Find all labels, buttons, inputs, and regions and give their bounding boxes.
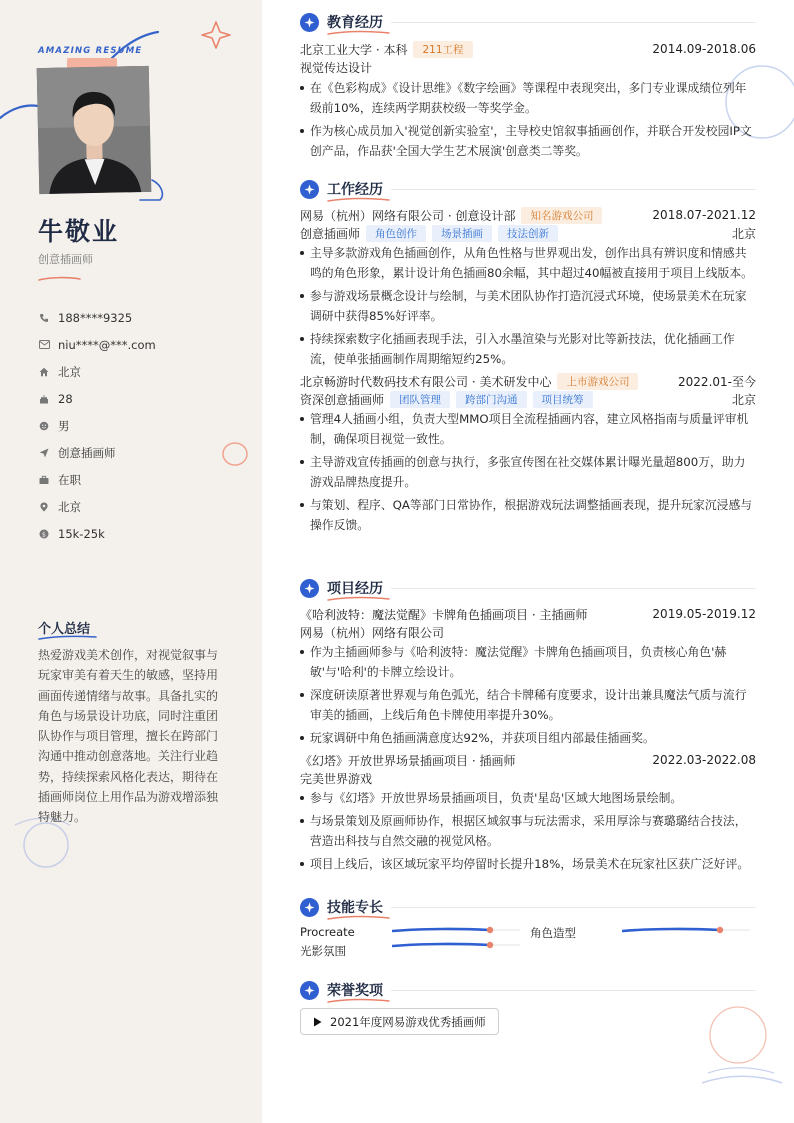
info-text: 15k-25k <box>58 526 105 541</box>
job-position-row <box>300 224 756 242</box>
company-tag: 知名游戏公司 <box>521 207 602 224</box>
company-name: 北京畅游时代数码技术有限公司 · 美术研发中心 <box>300 374 552 389</box>
job-bullets <box>300 243 756 369</box>
gender-icon <box>38 420 50 432</box>
section-underline <box>327 915 391 921</box>
list-item: 主导游戏宣传插画的创意与执行，多张宣传图在社交媒体累计曝光量超800万，助力游戏品牌热度提升。 <box>300 452 756 492</box>
cake-icon <box>38 393 50 405</box>
svg-text:$: $ <box>41 529 47 538</box>
job-position-row <box>300 390 756 408</box>
section-title: 技能专长 <box>327 900 383 916</box>
summary-underline <box>38 635 98 641</box>
award-label: 2021年度网易游戏优秀插画师 <box>330 1014 486 1029</box>
play-icon <box>313 1017 322 1027</box>
project-bullets <box>300 788 756 874</box>
project-row <box>300 751 756 769</box>
section-rule <box>391 588 756 589</box>
skill-fill <box>393 929 490 931</box>
sparkle-icon <box>300 579 319 598</box>
section-rule <box>391 189 756 190</box>
info-city <box>38 358 156 385</box>
education-dates: 2014.09-2018.06 <box>652 42 756 56</box>
education-bullets <box>300 78 756 161</box>
list-item: 与场景策划及原画师协作，根据区域叙事与玩法需求，采用厚涂与赛璐璐结合技法，营造出科技与自然交融的视觉风格。 <box>300 811 756 851</box>
section-underline <box>327 596 391 602</box>
awards-section <box>300 978 756 1035</box>
project-org-row <box>300 623 756 641</box>
section-header <box>300 978 756 1002</box>
info-salary <box>38 520 156 547</box>
section-title: 荣誉奖项 <box>327 983 383 999</box>
list-item: 参与《幻塔》开放世界场景插画项目，负责'星岛'区域大地图场景绘制。 <box>300 788 756 808</box>
list-item: 主导多款游戏角色插画创作，从角色性格与世界观出发，创作出具有辨识度和情感共鸣的角色形象，累计设计角色插画80余幅，其中超过40幅被直接用于项目上线版本。 <box>300 243 756 283</box>
role-underline <box>38 276 82 282</box>
job-position: 资深创意插画师 <box>300 392 385 407</box>
section-header <box>300 576 756 600</box>
project-org-row <box>300 769 756 787</box>
section-title: 工作经历 <box>327 182 383 198</box>
job-entry <box>300 372 756 535</box>
summary-title: 个人总结 <box>38 622 91 637</box>
skill-tag: 团队管理 <box>390 391 450 408</box>
job-dates: 2022.01-至今 <box>678 374 756 389</box>
list-item: 作为核心成员加入'视觉创新实验室'，主导校史馆叙事插画创作，并联合开发校园IP文创产品，作品获'全国大学生艺术展演'创意类二等奖。 <box>300 121 756 161</box>
skill-name: Procreate <box>300 925 355 939</box>
sparkle-icon <box>300 180 319 199</box>
skill-name: 光影氛围 <box>300 944 346 958</box>
job-company-row <box>300 372 756 390</box>
job-entry <box>300 206 756 369</box>
sparkle-icon <box>300 13 319 32</box>
skill-fill <box>623 929 720 931</box>
salary-icon <box>38 528 50 540</box>
skill-marker <box>487 942 493 948</box>
skill-level-bar <box>392 925 522 935</box>
info-text: 北京 <box>58 499 81 514</box>
project-entry <box>300 751 756 874</box>
info-text: 男 <box>58 418 70 433</box>
education-section <box>300 10 756 164</box>
section-header <box>300 10 756 34</box>
section-underline <box>327 197 391 203</box>
candidate-name: 牛敬业 <box>38 217 120 246</box>
skill-marker <box>717 927 723 933</box>
info-text: 188****9325 <box>58 310 133 325</box>
list-item: 玩家调研中角色插画满意度达92%，并获项目组内部最佳插画奖。 <box>300 728 756 748</box>
education-row <box>300 40 756 58</box>
info-text: niu****@***.com <box>58 337 156 352</box>
company-name: 网易（杭州）网络有限公司 · 创意设计部 <box>300 208 516 223</box>
project-row <box>300 605 756 623</box>
section-rule <box>391 990 756 991</box>
info-text: 北京 <box>58 364 81 379</box>
skill-tag: 跨部门沟通 <box>456 391 527 408</box>
project-dates: 2019.05-2019.12 <box>652 607 756 621</box>
project-name: 《哈利波特：魔法觉醒》卡牌角色插画项目 · 主插画师 <box>300 607 588 622</box>
skill-tag: 项目统筹 <box>533 391 593 408</box>
skill-tag: 技法创新 <box>498 225 558 242</box>
job-position: 创意插画师 <box>300 226 361 241</box>
home-icon <box>38 366 50 378</box>
profile-photo <box>37 66 152 194</box>
section-title: 项目经历 <box>327 581 383 597</box>
resume-tagline: AMAZING RESUME <box>38 46 143 56</box>
job-company-row <box>300 206 756 224</box>
info-job-target <box>38 439 156 466</box>
briefcase-icon <box>38 474 50 486</box>
info-text: 在职 <box>58 472 81 487</box>
award-item <box>300 1008 499 1035</box>
info-gender <box>38 412 156 439</box>
list-item: 在《色彩构成》《设计思维》《数字绘画》等课程中表现突出，多门专业课成绩位列年级前10%，连续两学期获校级一等奖学金。 <box>300 78 756 118</box>
projects-section <box>300 576 756 877</box>
education-major-row <box>300 58 756 76</box>
list-item: 深度研读原著世界观与角色弧光，结合卡牌稀有度要求，设计出兼具魔法气质与流行审美的插画，上线后角色卡牌使用率提升30%。 <box>300 685 756 725</box>
circle-decoration <box>220 440 250 470</box>
company-tag: 上市游戏公司 <box>557 373 638 390</box>
info-phone <box>38 304 156 331</box>
skill-level-bar <box>392 940 522 950</box>
phone-icon <box>38 312 50 324</box>
section-rule <box>391 22 756 23</box>
section-rule <box>391 907 756 908</box>
skill-fill <box>393 944 490 946</box>
section-underline <box>327 30 391 36</box>
skill-name: 角色造型 <box>530 926 576 940</box>
education-major: 视觉传达设计 <box>300 60 373 75</box>
location-pin-icon <box>38 501 50 513</box>
list-item: 管理4人插画小组，负责大型MMO项目全流程插画内容，建立风格指南与质量评审机制，确保项目视觉一致性。 <box>300 409 756 449</box>
work-section <box>300 177 756 538</box>
project-bullets <box>300 642 756 748</box>
list-item: 作为主插画师参与《哈利波特：魔法觉醒》卡牌角色插画项目，负责核心角色'赫敏'与'哈利'的卡牌立绘设计。 <box>300 642 756 682</box>
mail-icon <box>38 339 50 351</box>
skill-tag: 场景插画 <box>432 225 492 242</box>
contact-info-list <box>38 304 156 547</box>
sparkle-icon <box>300 898 319 917</box>
send-icon <box>38 447 50 459</box>
section-header <box>300 177 756 201</box>
project-entry <box>300 605 756 748</box>
job-location: 北京 <box>731 392 756 407</box>
project-org: 网易（杭州）网络有限公司 <box>300 625 445 640</box>
skill-level-bar <box>622 925 752 935</box>
sidebar <box>0 0 262 1123</box>
list-item: 持续探索数字化插画表现手法，引入水墨渲染与光影对比等新技法，优化插画工作流，使单张插画制作周期缩短约25%。 <box>300 329 756 369</box>
info-email <box>38 331 156 358</box>
project-org: 完美世界游戏 <box>300 771 373 786</box>
list-item: 与策划、程序、QA等部门日常协作，根据游戏玩法调整插画表现，提升玩家沉浸感与操作反馈。 <box>300 495 756 535</box>
project-name: 《幻塔》开放世界场景插画项目 · 插画师 <box>300 753 516 768</box>
section-title: 教育经历 <box>327 15 383 31</box>
school-tag: 211工程 <box>413 41 472 58</box>
list-item: 参与游戏场景概念设计与绘制，与美术团队协作打造沉浸式环境，使场景美术在玩家调研中获得85%好评率。 <box>300 286 756 326</box>
job-bullets <box>300 409 756 535</box>
school-name: 北京工业大学 · 本科 <box>300 42 408 57</box>
project-dates: 2022.03-2022.08 <box>652 753 756 767</box>
section-underline <box>327 998 391 1004</box>
info-text: 创意插画师 <box>58 445 116 460</box>
job-location: 北京 <box>731 226 756 241</box>
skills-section <box>300 895 756 957</box>
summary-text: 热爱游戏美术创作，对视觉叙事与玩家审美有着天生的敏感，坚持用画面传递情绪与故事。具备扎实的角色与场景设计功底，同时注重团队协作与项目管理，擅长在跨部门沟通中推动创意落地。关注行业趋势，持续探索风格化表达，期待在插画师岗位上用作品为游戏增添独特魅力。 <box>38 648 219 825</box>
sparkle-icon <box>300 981 319 1000</box>
candidate-role: 创意插画师 <box>38 253 93 266</box>
skills-grid <box>300 925 756 957</box>
list-item: 项目上线后，该区域玩家平均停留时长提升18%，场景美术在玩家社区获广泛好评。 <box>300 854 756 874</box>
info-age <box>38 385 156 412</box>
info-text: 28 <box>58 391 73 406</box>
section-header <box>300 895 756 919</box>
job-dates: 2018.07-2021.12 <box>652 208 756 222</box>
skill-marker <box>487 927 493 933</box>
info-status <box>38 466 156 493</box>
skill-tag: 角色创作 <box>366 225 426 242</box>
info-location <box>38 493 156 520</box>
